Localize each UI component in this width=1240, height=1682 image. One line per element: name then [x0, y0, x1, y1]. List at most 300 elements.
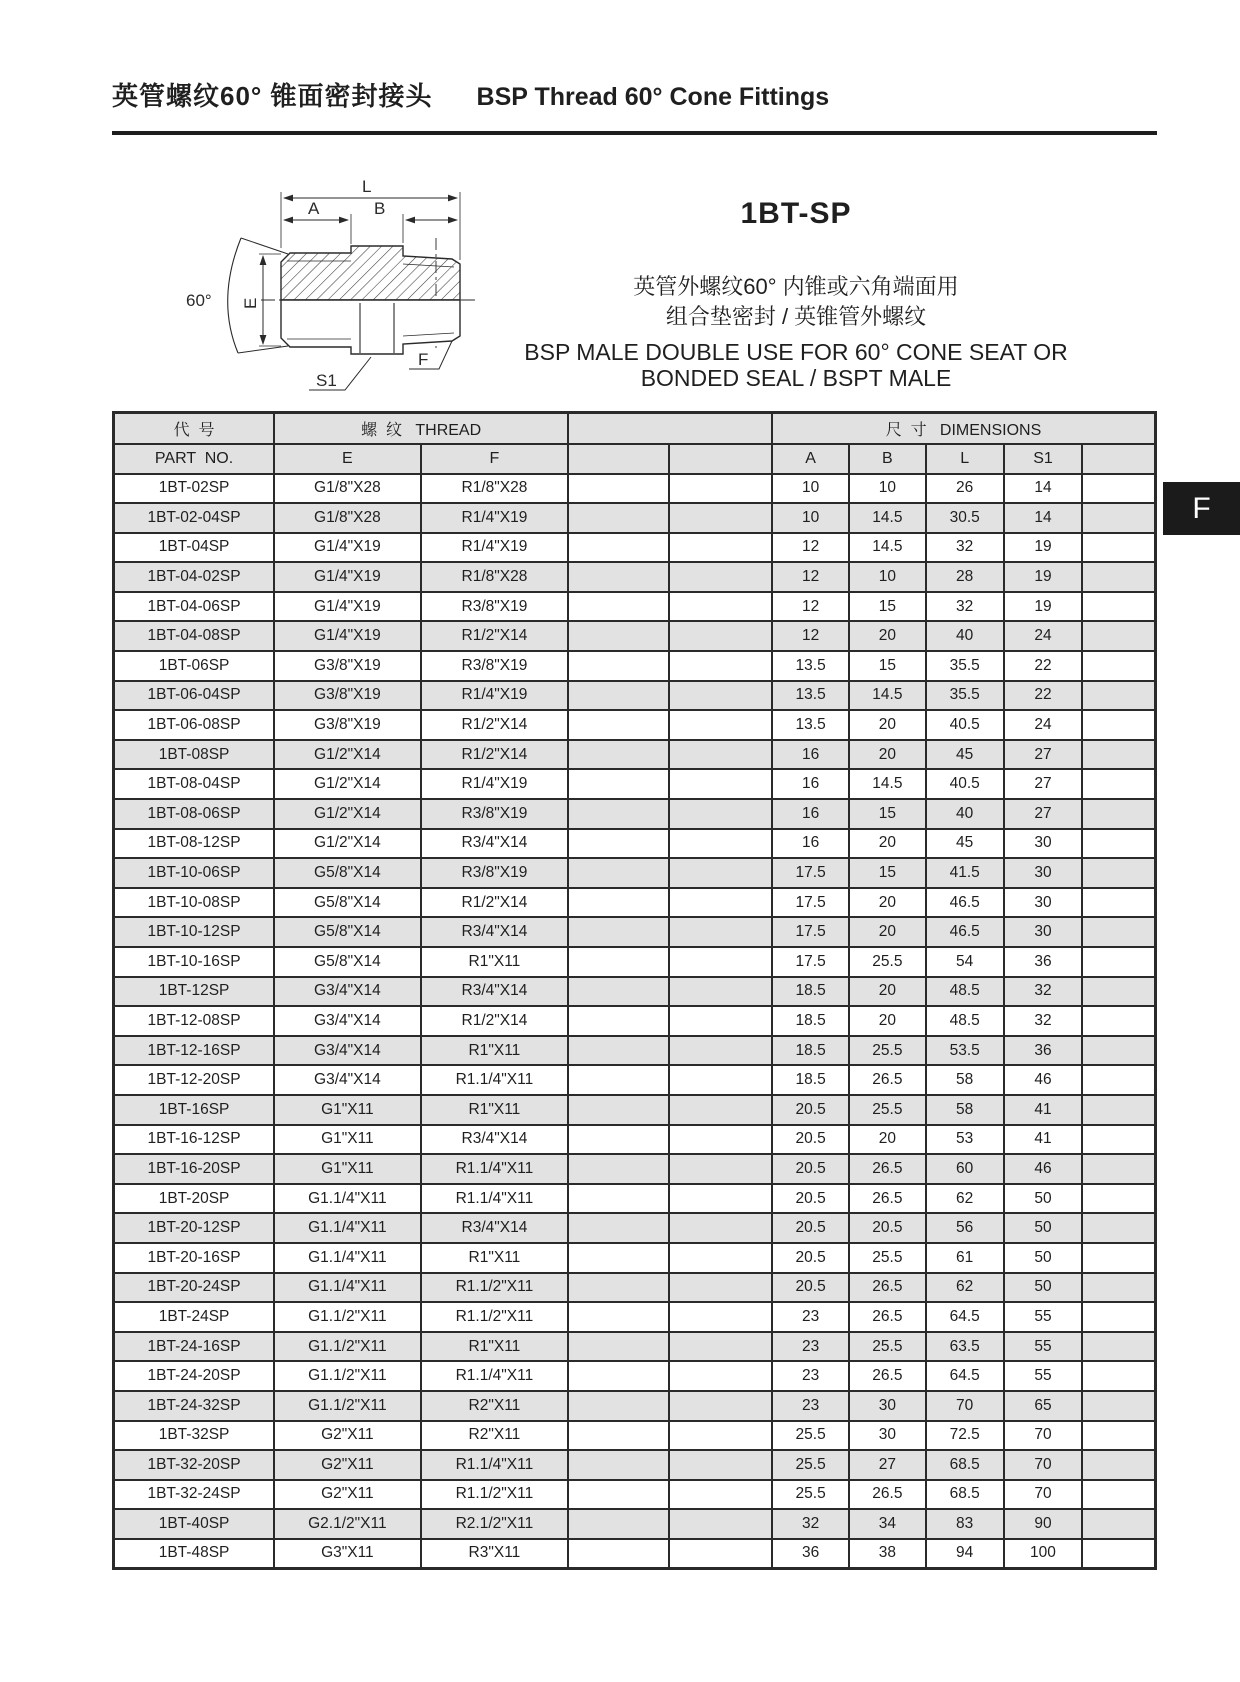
table-row	[114, 1509, 1156, 1539]
cell-thread-f: R1.1/2"X11	[421, 1273, 569, 1303]
cell-thread-f: R3/8"X19	[421, 799, 569, 829]
cell-thread-f: R1/4"X19	[421, 533, 569, 563]
cell-dim-b: 20	[849, 740, 925, 770]
cell-blank	[669, 503, 772, 533]
cell-dim-b: 25.5	[849, 1332, 925, 1362]
table-row	[114, 1184, 1156, 1214]
cell-blank	[669, 829, 772, 859]
cell-blank	[669, 888, 772, 918]
cell-blank	[568, 769, 668, 799]
cell-dim-l: 32	[926, 533, 1004, 563]
cell-dim-l: 64.5	[926, 1302, 1004, 1332]
table-row	[114, 681, 1156, 711]
cell-dim-s1: 100	[1004, 1539, 1082, 1569]
cell-thread-f: R1"X11	[421, 1095, 569, 1125]
cell-dim-l: 54	[926, 947, 1004, 977]
cell-blank	[1082, 1391, 1155, 1421]
cell-dim-s1: 24	[1004, 710, 1082, 740]
section-tab-f: F	[1163, 482, 1240, 535]
cell-thread-f: R1"X11	[421, 1036, 569, 1066]
header-col-s1: S1	[1004, 444, 1082, 474]
cell-blank	[1082, 769, 1155, 799]
table-row	[114, 621, 1156, 651]
cell-thread-e: G1/2"X14	[274, 740, 421, 770]
cell-thread-f: R3/8"X19	[421, 592, 569, 622]
dim-l-label: L	[362, 177, 372, 196]
header-blank	[1082, 444, 1155, 474]
cell-dim-l: 70	[926, 1391, 1004, 1421]
cell-part-no: 1BT-08-06SP	[114, 799, 275, 829]
cell-dim-s1: 19	[1004, 592, 1082, 622]
cell-dim-l: 35.5	[926, 681, 1004, 711]
cell-dim-s1: 36	[1004, 1036, 1082, 1066]
cell-blank	[1082, 651, 1155, 681]
cell-dim-b: 25.5	[849, 947, 925, 977]
cell-dim-a: 23	[772, 1302, 849, 1332]
cell-blank	[669, 562, 772, 592]
cell-blank	[568, 1243, 668, 1273]
cell-part-no: 1BT-48SP	[114, 1539, 275, 1569]
angle-label: 60°	[186, 291, 212, 310]
table-row	[114, 1006, 1156, 1036]
cell-dim-s1: 22	[1004, 681, 1082, 711]
cell-thread-e: G5/8"X14	[274, 858, 421, 888]
cell-thread-e: G1/4"X19	[274, 562, 421, 592]
cell-thread-f: R3/4"X14	[421, 1213, 569, 1243]
cell-dim-b: 25.5	[849, 1243, 925, 1273]
cell-blank	[669, 947, 772, 977]
cell-blank	[568, 1154, 668, 1184]
cell-blank	[568, 1539, 668, 1569]
cell-dim-a: 20.5	[772, 1095, 849, 1125]
cell-blank	[669, 799, 772, 829]
cell-dim-l: 40.5	[926, 710, 1004, 740]
cell-dim-l: 45	[926, 829, 1004, 859]
cell-thread-e: G1/4"X19	[274, 621, 421, 651]
cell-part-no: 1BT-08-12SP	[114, 829, 275, 859]
cell-thread-f: R3/4"X14	[421, 1125, 569, 1155]
cell-dim-b: 26.5	[849, 1361, 925, 1391]
cell-dim-a: 23	[772, 1361, 849, 1391]
cell-blank	[669, 740, 772, 770]
cell-dim-b: 26.5	[849, 1184, 925, 1214]
table-row	[114, 1095, 1156, 1125]
parts-table-body	[114, 474, 1156, 1569]
cell-thread-e: G3/8"X19	[274, 651, 421, 681]
cell-thread-e: G1.1/4"X11	[274, 1213, 421, 1243]
cell-blank	[568, 1273, 668, 1303]
table-row	[114, 1213, 1156, 1243]
table-row	[114, 799, 1156, 829]
cell-part-no: 1BT-04SP	[114, 533, 275, 563]
header-col-b: B	[849, 444, 925, 474]
cell-dim-a: 12	[772, 621, 849, 651]
cell-dim-l: 53	[926, 1125, 1004, 1155]
cell-blank	[568, 1125, 668, 1155]
cell-blank	[568, 1450, 668, 1480]
cell-dim-b: 20	[849, 1125, 925, 1155]
description-zh-line1: 英管外螺纹60° 内锥或六角端面用	[633, 274, 959, 299]
table-row	[114, 1125, 1156, 1155]
cell-dim-l: 72.5	[926, 1421, 1004, 1451]
cell-blank	[669, 1095, 772, 1125]
cell-thread-f: R2"X11	[421, 1391, 569, 1421]
cell-dim-a: 18.5	[772, 1065, 849, 1095]
cell-blank	[1082, 1332, 1155, 1362]
cell-part-no: 1BT-24-16SP	[114, 1332, 275, 1362]
cell-part-no: 1BT-24-32SP	[114, 1391, 275, 1421]
cell-dim-s1: 14	[1004, 503, 1082, 533]
table-row	[114, 562, 1156, 592]
cell-part-no: 1BT-16-20SP	[114, 1154, 275, 1184]
cell-dim-b: 20	[849, 1006, 925, 1036]
cell-thread-f: R3/8"X19	[421, 651, 569, 681]
header-col-l: L	[926, 444, 1004, 474]
cell-blank	[568, 1065, 668, 1095]
cell-thread-e: G2"X11	[274, 1480, 421, 1510]
cell-thread-e: G1/2"X14	[274, 769, 421, 799]
cell-blank	[669, 1361, 772, 1391]
cell-dim-a: 36	[772, 1539, 849, 1569]
cell-dim-l: 58	[926, 1065, 1004, 1095]
cell-dim-b: 26.5	[849, 1065, 925, 1095]
cell-blank	[1082, 1361, 1155, 1391]
cell-thread-e: G1/4"X19	[274, 533, 421, 563]
cell-part-no: 1BT-32-20SP	[114, 1450, 275, 1480]
cone-angle-leg	[238, 346, 288, 353]
header-part-no-en: PART NO.	[114, 444, 275, 474]
cell-dim-s1: 50	[1004, 1184, 1082, 1214]
page-title-zh: 英管螺纹60° 锥面密封接头	[112, 81, 433, 111]
cell-dim-s1: 32	[1004, 977, 1082, 1007]
cell-thread-f: R3/4"X14	[421, 917, 569, 947]
cell-thread-e: G1"X11	[274, 1154, 421, 1184]
cell-dim-s1: 19	[1004, 562, 1082, 592]
cell-blank	[1082, 947, 1155, 977]
cell-blank	[568, 681, 668, 711]
cell-thread-e: G1.1/4"X11	[274, 1273, 421, 1303]
table-row	[114, 592, 1156, 622]
cell-dim-b: 15	[849, 651, 925, 681]
header-thread: 螺 纹 THREAD	[274, 413, 568, 444]
cell-thread-e: G3/4"X14	[274, 977, 421, 1007]
cell-blank	[669, 769, 772, 799]
product-model: 1BT-SP	[740, 197, 852, 230]
cell-part-no: 1BT-32SP	[114, 1421, 275, 1451]
cell-dim-a: 20.5	[772, 1125, 849, 1155]
cell-blank	[1082, 1036, 1155, 1066]
cell-blank	[1082, 681, 1155, 711]
cell-part-no: 1BT-32-24SP	[114, 1480, 275, 1510]
cell-part-no: 1BT-06-04SP	[114, 681, 275, 711]
body-section-upper	[281, 246, 460, 300]
cell-dim-s1: 27	[1004, 769, 1082, 799]
cell-dim-s1: 70	[1004, 1480, 1082, 1510]
cell-dim-a: 25.5	[772, 1450, 849, 1480]
cell-blank	[568, 651, 668, 681]
cell-thread-e: G2"X11	[274, 1450, 421, 1480]
cell-blank	[669, 1036, 772, 1066]
header-dimensions: 尺 寸 DIMENSIONS	[772, 413, 1156, 444]
cell-thread-e: G5/8"X14	[274, 917, 421, 947]
cell-dim-s1: 55	[1004, 1332, 1082, 1362]
fitting-drawing-svg	[138, 150, 502, 402]
cell-dim-b: 15	[849, 858, 925, 888]
cell-part-no: 1BT-20SP	[114, 1184, 275, 1214]
cell-blank	[568, 1509, 668, 1539]
cell-part-no: 1BT-20-12SP	[114, 1213, 275, 1243]
cell-thread-f: R1.1/4"X11	[421, 1154, 569, 1184]
cell-thread-e: G1/8"X28	[274, 474, 421, 504]
cell-thread-e: G3/8"X19	[274, 681, 421, 711]
cell-blank	[568, 1184, 668, 1214]
cell-dim-l: 62	[926, 1184, 1004, 1214]
cell-dim-b: 30	[849, 1421, 925, 1451]
cell-dim-a: 18.5	[772, 1006, 849, 1036]
cell-blank	[1082, 1539, 1155, 1569]
cell-blank	[1082, 621, 1155, 651]
cell-blank	[669, 1509, 772, 1539]
table-row	[114, 533, 1156, 563]
cell-blank	[1082, 917, 1155, 947]
cell-dim-l: 56	[926, 1213, 1004, 1243]
cell-dim-a: 17.5	[772, 947, 849, 977]
cell-part-no: 1BT-20-24SP	[114, 1273, 275, 1303]
cell-dim-s1: 27	[1004, 740, 1082, 770]
cell-dim-a: 20.5	[772, 1154, 849, 1184]
cell-part-no: 1BT-08SP	[114, 740, 275, 770]
cell-dim-a: 32	[772, 1509, 849, 1539]
cell-thread-f: R1/4"X19	[421, 769, 569, 799]
cell-dim-a: 18.5	[772, 1036, 849, 1066]
product-description	[480, 272, 1112, 391]
cell-dim-a: 12	[772, 533, 849, 563]
cell-dim-l: 48.5	[926, 1006, 1004, 1036]
cell-part-no: 1BT-08-04SP	[114, 769, 275, 799]
cell-thread-f: R1/2"X14	[421, 710, 569, 740]
cell-thread-f: R1.1/4"X11	[421, 1450, 569, 1480]
cell-thread-f: R1/4"X19	[421, 681, 569, 711]
cell-dim-a: 10	[772, 503, 849, 533]
cell-dim-s1: 46	[1004, 1065, 1082, 1095]
cell-part-no: 1BT-12-16SP	[114, 1036, 275, 1066]
cell-dim-l: 35.5	[926, 651, 1004, 681]
cell-dim-b: 20.5	[849, 1213, 925, 1243]
table-row	[114, 1391, 1156, 1421]
table-row	[114, 1154, 1156, 1184]
cell-dim-l: 48.5	[926, 977, 1004, 1007]
cell-part-no: 1BT-12-20SP	[114, 1065, 275, 1095]
table-row	[114, 977, 1156, 1007]
description-zh-line2: 组合垫密封 / 英锥管外螺纹	[665, 304, 927, 329]
cell-dim-b: 38	[849, 1539, 925, 1569]
cell-part-no: 1BT-02SP	[114, 474, 275, 504]
table-row	[114, 1450, 1156, 1480]
cell-dim-s1: 19	[1004, 533, 1082, 563]
cell-part-no: 1BT-04-08SP	[114, 621, 275, 651]
cell-blank	[568, 1302, 668, 1332]
cell-thread-e: G1.1/4"X11	[274, 1184, 421, 1214]
cell-blank	[669, 1302, 772, 1332]
cell-blank	[1082, 474, 1155, 504]
cell-part-no: 1BT-20-16SP	[114, 1243, 275, 1273]
table-row	[114, 474, 1156, 504]
table-row	[114, 1539, 1156, 1569]
cell-dim-l: 46.5	[926, 917, 1004, 947]
cell-part-no: 1BT-06-08SP	[114, 710, 275, 740]
cell-blank	[1082, 1480, 1155, 1510]
table-row	[114, 1421, 1156, 1451]
cell-dim-b: 14.5	[849, 681, 925, 711]
cell-dim-a: 16	[772, 799, 849, 829]
cell-dim-a: 12	[772, 592, 849, 622]
cell-dim-a: 20.5	[772, 1184, 849, 1214]
cell-dim-s1: 46	[1004, 1154, 1082, 1184]
cell-dim-l: 58	[926, 1095, 1004, 1125]
cell-part-no: 1BT-04-02SP	[114, 562, 275, 592]
cell-dim-b: 10	[849, 474, 925, 504]
page-title-en: BSP Thread 60° Cone Fittings	[476, 83, 830, 111]
cell-thread-f: R1/2"X14	[421, 1006, 569, 1036]
cell-blank	[1082, 1125, 1155, 1155]
cell-dim-s1: 36	[1004, 947, 1082, 977]
cell-blank	[568, 740, 668, 770]
cell-blank	[1082, 562, 1155, 592]
cell-blank	[568, 710, 668, 740]
cell-blank	[669, 1450, 772, 1480]
cell-blank	[1082, 1006, 1155, 1036]
cell-blank	[1082, 1213, 1155, 1243]
cell-blank	[669, 1243, 772, 1273]
cell-dim-b: 20	[849, 977, 925, 1007]
cell-thread-e: G1/4"X19	[274, 592, 421, 622]
cell-thread-e: G1.1/2"X11	[274, 1332, 421, 1362]
cell-thread-e: G1.1/2"X11	[274, 1361, 421, 1391]
cell-thread-f: R3/4"X14	[421, 829, 569, 859]
cell-dim-b: 20	[849, 917, 925, 947]
s1-label: S1	[316, 371, 337, 390]
table-row	[114, 917, 1156, 947]
cell-thread-f: R3/4"X14	[421, 977, 569, 1007]
cell-blank	[1082, 592, 1155, 622]
cell-dim-b: 25.5	[849, 1036, 925, 1066]
cell-blank	[669, 621, 772, 651]
fitting-technical-drawing	[138, 150, 502, 402]
cell-part-no: 1BT-10-06SP	[114, 858, 275, 888]
header-blank	[669, 444, 772, 474]
cell-blank	[1082, 503, 1155, 533]
cell-dim-b: 14.5	[849, 533, 925, 563]
cell-dim-l: 40	[926, 621, 1004, 651]
cell-dim-b: 15	[849, 592, 925, 622]
cell-dim-a: 16	[772, 829, 849, 859]
cell-blank	[568, 562, 668, 592]
cell-blank	[568, 503, 668, 533]
cell-dim-b: 15	[849, 799, 925, 829]
cell-dim-b: 20	[849, 621, 925, 651]
cell-dim-s1: 70	[1004, 1450, 1082, 1480]
table-row	[114, 769, 1156, 799]
cell-blank	[568, 1361, 668, 1391]
header-blank	[568, 413, 772, 444]
cell-blank	[1082, 1095, 1155, 1125]
cell-blank	[568, 888, 668, 918]
table-row	[114, 1480, 1156, 1510]
cell-thread-f: R3/8"X19	[421, 858, 569, 888]
cell-dim-a: 13.5	[772, 710, 849, 740]
cell-blank	[1082, 888, 1155, 918]
cell-thread-f: R1/2"X14	[421, 621, 569, 651]
cell-dim-s1: 55	[1004, 1361, 1082, 1391]
cell-thread-f: R1/8"X28	[421, 474, 569, 504]
cell-dim-s1: 65	[1004, 1391, 1082, 1421]
cell-blank	[669, 1480, 772, 1510]
cell-thread-e: G1.1/4"X11	[274, 1243, 421, 1273]
cell-dim-b: 26.5	[849, 1273, 925, 1303]
cell-dim-s1: 24	[1004, 621, 1082, 651]
cell-blank	[568, 1421, 668, 1451]
cell-blank	[1082, 1450, 1155, 1480]
cell-blank	[669, 1006, 772, 1036]
cell-blank	[1082, 1421, 1155, 1451]
header-col-a: A	[772, 444, 849, 474]
cell-dim-b: 27	[849, 1450, 925, 1480]
table-row	[114, 1302, 1156, 1332]
cell-dim-l: 68.5	[926, 1480, 1004, 1510]
cell-dim-a: 16	[772, 740, 849, 770]
cell-dim-b: 20	[849, 829, 925, 859]
cell-thread-f: R2.1/2"X11	[421, 1509, 569, 1539]
cell-dim-s1: 70	[1004, 1421, 1082, 1451]
cell-blank	[568, 917, 668, 947]
cell-dim-a: 12	[772, 562, 849, 592]
cell-dim-a: 20.5	[772, 1243, 849, 1273]
cell-part-no: 1BT-16SP	[114, 1095, 275, 1125]
description-en-line1: BSP MALE DOUBLE USE FOR 60° CONE SEAT OR	[524, 339, 1068, 365]
cell-blank	[1082, 829, 1155, 859]
cell-blank	[1082, 1184, 1155, 1214]
cell-blank	[669, 533, 772, 563]
cell-part-no: 1BT-10-16SP	[114, 947, 275, 977]
cell-thread-e: G3/4"X14	[274, 1036, 421, 1066]
cell-dim-b: 26.5	[849, 1302, 925, 1332]
table-row	[114, 1273, 1156, 1303]
cell-dim-a: 25.5	[772, 1421, 849, 1451]
cell-part-no: 1BT-24-20SP	[114, 1361, 275, 1391]
cell-blank	[568, 1332, 668, 1362]
table-row	[114, 740, 1156, 770]
cell-blank	[669, 592, 772, 622]
cell-blank	[568, 977, 668, 1007]
cell-dim-a: 13.5	[772, 651, 849, 681]
cell-thread-f: R1.1/4"X11	[421, 1184, 569, 1214]
cell-blank	[568, 1480, 668, 1510]
cell-dim-a: 17.5	[772, 917, 849, 947]
cell-blank	[568, 858, 668, 888]
cell-blank	[1082, 858, 1155, 888]
cell-dim-l: 68.5	[926, 1450, 1004, 1480]
cell-dim-a: 23	[772, 1391, 849, 1421]
cell-dim-b: 10	[849, 562, 925, 592]
cell-dim-l: 40	[926, 799, 1004, 829]
table-row	[114, 947, 1156, 977]
cell-thread-e: G1/8"X28	[274, 503, 421, 533]
cell-part-no: 1BT-06SP	[114, 651, 275, 681]
cell-dim-a: 13.5	[772, 681, 849, 711]
cell-dim-b: 14.5	[849, 503, 925, 533]
cell-thread-e: G2"X11	[274, 1421, 421, 1451]
cell-thread-e: G1.1/2"X11	[274, 1302, 421, 1332]
